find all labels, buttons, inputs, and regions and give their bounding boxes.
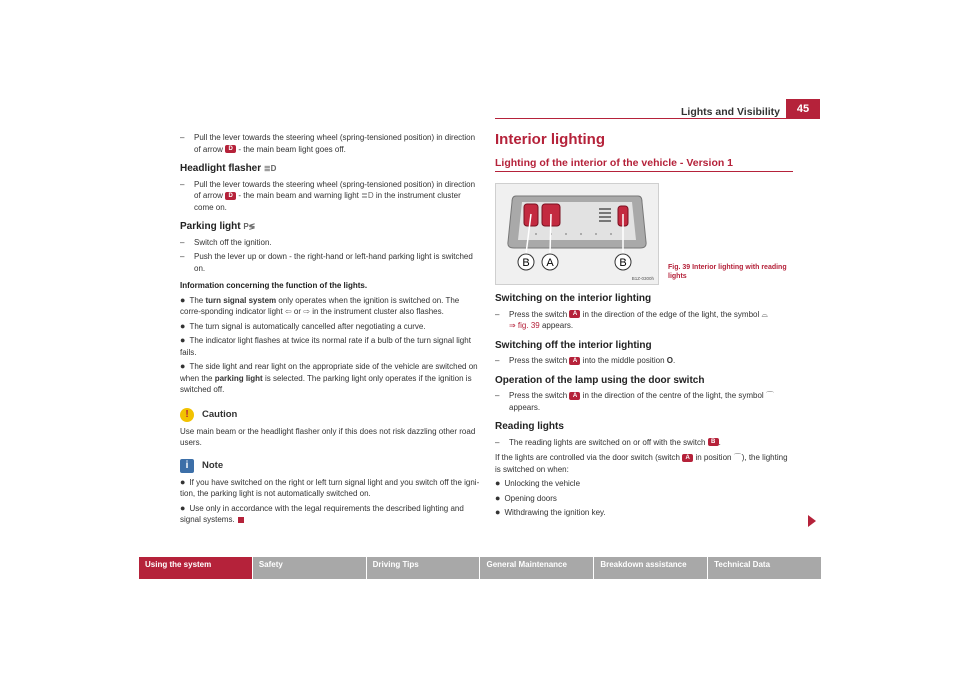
- key-a: A: [569, 392, 580, 400]
- note-bullet: ● If you have switched on the right or left turn signal light and you switch off the igni-tion, the parking light is not automatically switched on.: [180, 476, 480, 498]
- chapter-nav-bar: [139, 557, 822, 579]
- info-bullet: ● The indicator light flashes at twice its normal rate if a bulb of the turn signal light fails.: [180, 335, 471, 357]
- door-contact-icon: ⌒: [765, 391, 774, 400]
- caution-text: Use main beam or the headlight flasher only if this does not risk dazzling other road users.: [180, 426, 476, 447]
- note-heading: i Note: [180, 459, 480, 473]
- door-switch-paragraph: If the lights are controlled via the door switch (switch A in position ⌒), the lighting is switched on when:: [495, 453, 788, 474]
- figure-reference-link[interactable]: ⇒ fig. 39: [509, 321, 540, 330]
- figure-caption: Fig. 39 Interior lighting with reading lights: [668, 264, 787, 280]
- caution-heading: ! Caution: [180, 408, 480, 422]
- condition-bullet: ● Withdrawing the ignition key.: [495, 507, 606, 517]
- step-door-switch: – Press the switch A in the direction of the centre of the light, the symbol ⌒ appears.: [495, 391, 774, 412]
- step-ignition: – Switch off the ignition.: [180, 237, 272, 247]
- title-reading-lights: Reading lights: [495, 421, 564, 432]
- condition-bullet: ● Opening doors: [495, 492, 557, 503]
- step-flasher: – Pull the lever towards the steering wheel (spring-tensioned position) in direction of arrow D - the main beam and warning light ≣D in the instrument cluster come on.: [180, 179, 476, 212]
- figure-label-a: A: [546, 257, 554, 269]
- step-lever: – Push the lever up or down - the right-hand or left-hand parking light is switched on.: [180, 252, 473, 273]
- step-main-beam: – Pull the lever towards the steering wheel (spring-tensioned position) in direction of arrow D - the main beam light goes off.: [180, 133, 476, 154]
- section-title-flasher: Headlight flasher ≣D: [180, 163, 277, 174]
- nav-tab-breakdown-assistance[interactable]: Breakdown assistance: [594, 557, 708, 579]
- left-indicator-icon: ⇦: [284, 307, 292, 316]
- running-header-title: Lights and Visibility: [681, 106, 780, 118]
- info-bullet: ● The side light and rear light on the appropriate side of the vehicle are switched on when the parking light is selected. The parking light only operates if the ignition is switched off.: [180, 361, 478, 394]
- title-switching-off: Switching off the interior lighting: [495, 339, 652, 351]
- subsection-rule: [495, 171, 793, 172]
- right-column: [495, 293, 795, 522]
- section-end-marker: [238, 517, 244, 523]
- key-a: A: [682, 454, 693, 462]
- caution-icon: !: [180, 408, 194, 422]
- note-bullet: ● Use only in accordance with the legal requirements the described lighting and signal systems.: [180, 502, 464, 524]
- interior-light-on-icon: ⌓: [761, 309, 768, 319]
- condition-bullet: ● Unlocking the vehicle: [495, 478, 581, 488]
- page-number: 45: [786, 99, 820, 119]
- nav-tab-technical-data[interactable]: Technical Data: [708, 557, 822, 579]
- header-rule: [495, 118, 820, 119]
- nav-tab-using-the-system[interactable]: Using the system: [139, 557, 253, 579]
- headlight-icon: ≣D: [263, 164, 277, 173]
- nav-tab-driving-tips[interactable]: Driving Tips: [367, 557, 481, 579]
- step-switch-on: – Press the switch A in the direction of the edge of the light, the symbol ⌓ ⇒ fig. 39 appears.: [495, 309, 768, 330]
- next-page-arrow-icon[interactable]: [808, 515, 816, 527]
- key-d: D: [225, 192, 236, 200]
- right-indicator-icon: ⇨: [303, 307, 310, 316]
- section-title-parking: Parking light P≶: [180, 221, 256, 232]
- figure-label-b: B: [522, 257, 530, 269]
- interior-light-illustration: [496, 184, 658, 284]
- info-bullet: ● The turn signal is automatically cancelled after negotiating a curve.: [180, 320, 426, 331]
- key-a: A: [569, 357, 580, 365]
- title-door-switch: Operation of the lamp using the door switch: [495, 374, 705, 386]
- section-heading-interior-lighting: Interior lighting: [495, 131, 605, 148]
- info-title: Information concerning the function of the lights.: [180, 281, 368, 290]
- subsection-heading-version-1: Lighting of the interior of the vehicle - Version 1: [495, 157, 734, 169]
- nav-tab-general-maintenance[interactable]: General Maintenance: [480, 557, 594, 579]
- key-d: D: [225, 145, 236, 153]
- parking-light-icon: P≶: [243, 222, 256, 231]
- key-b: B: [708, 438, 719, 446]
- info-bullet: ● The turn signal system only operates when the ignition is switched on. The corre-sponding indicator light ⇦ or ⇨ in the instrument cluster also flashes.: [180, 294, 460, 316]
- figure-code: B1Z-0300h: [631, 276, 654, 281]
- title-switching-on: Switching on the interior lighting: [495, 293, 652, 304]
- nav-tab-safety[interactable]: Safety: [253, 557, 367, 579]
- figure-interior-light: [495, 183, 659, 285]
- info-icon: i: [180, 459, 194, 473]
- main-beam-icon: ≣D: [361, 191, 374, 200]
- left-column: [180, 132, 480, 529]
- door-contact-icon: ⌒: [733, 453, 742, 462]
- step-switch-off: – Press the switch A into the middle position O.: [495, 356, 676, 365]
- key-a: A: [569, 310, 580, 318]
- step-reading-lights: – The reading lights are switched on or off with the switch B .: [495, 437, 721, 447]
- figure-label-b: B: [619, 257, 627, 269]
